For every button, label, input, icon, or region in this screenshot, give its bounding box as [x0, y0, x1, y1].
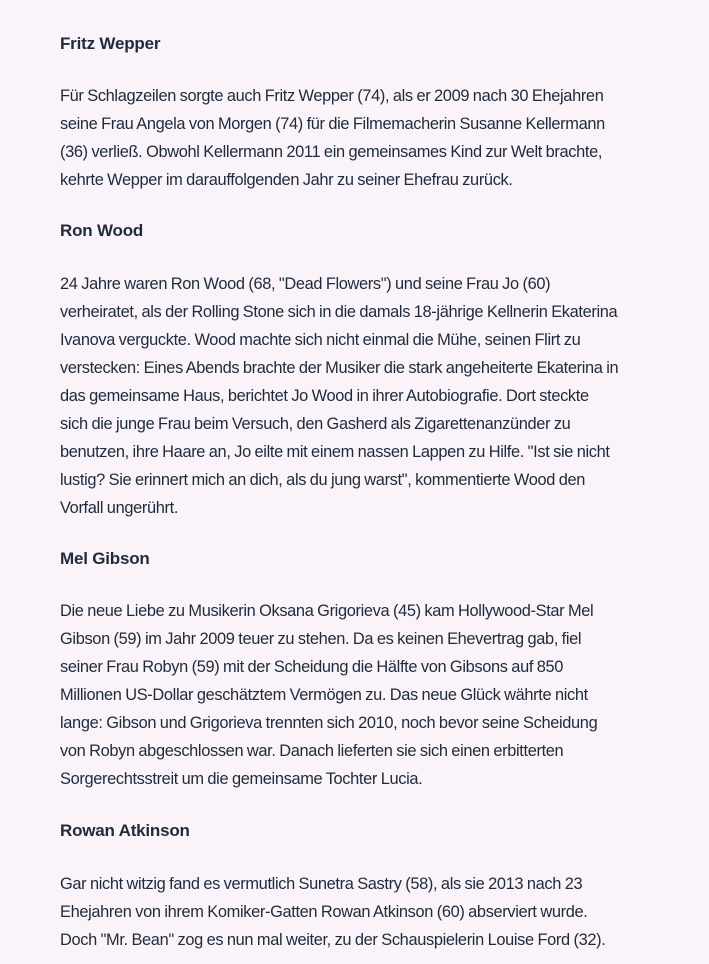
section-body-ron-wood [60, 270, 618, 522]
text-line: Die neue Liebe zu Musikerin Oksana Grigorieva (45) kam Hollywood-Star Mel [60, 602, 594, 620]
text-line: verstecken: Eines Abends brachte der Musiker die stark angeheiterte Ekaterina in [60, 359, 619, 377]
section-body-mel-gibson [60, 597, 597, 793]
text-line: Für Schlagzeilen sorgte auch Fritz Wepper (74), als er 2009 nach 30 Ehejahren [60, 87, 604, 105]
text-line: benutzen, ihre Haare an, Jo eilte mit einem nassen Lappen zu Hilfe. "Ist sie nicht [60, 443, 610, 461]
text-line: das gemeinsame Haus, berichtet Jo Wood in ihrer Autobiografie. Dort steckte [60, 387, 589, 405]
section-title-mel-gibson: Mel Gibson [60, 549, 150, 568]
text-line: Ivanova verguckte. Wood machte sich nicht einmal die Mühe, seinen Flirt zu [60, 331, 581, 349]
text-line: lange: Gibson und Grigorieva trennten sich 2010, noch bevor seine Scheidung [60, 714, 598, 732]
text-line: Millionen US-Dollar geschätztem Vermögen zu. Das neue Glück währte nicht [60, 686, 588, 704]
text-line: lustig? Sie erinnert mich an dich, als du jung warst", kommentierte Wood den [60, 471, 586, 489]
text-line: verheiratet, als der Rolling Stone sich in die damals 18-jährige Kellnerin Ekaterina [60, 303, 618, 321]
text-line: 24 Jahre waren Ron Wood (68, "Dead Flowers") und seine Frau Jo (60) [60, 275, 551, 293]
text-line: (36) verließ. Obwohl Kellermann 2011 ein gemeinsames Kind zur Welt brachte, [60, 143, 603, 161]
section-body-rowan-atkinson [60, 870, 605, 954]
text-line: Gibson (59) im Jahr 2009 teuer zu stehen. Da es keinen Ehevertrag gab, fiel [60, 630, 582, 648]
text-line: seiner Frau Robyn (59) mit der Scheidung die Hälfte von Gibsons auf 850 [60, 658, 564, 676]
section-body-fritz-wepper [60, 82, 605, 194]
text-line: sich die junge Frau beim Versuch, den Gasherd als Zigarettenanzünder zu [60, 415, 571, 433]
text-line: Vorfall ungerührt. [60, 499, 179, 517]
text-line: Ehejahren von ihrem Komiker-Gatten Rowan Atkinson (60) abserviert wurde. [60, 903, 588, 921]
text-line: Doch "Mr. Bean" zog es nun mal weiter, zu der Schauspielerin Louise Ford (32). [60, 931, 606, 949]
section-title-fritz-wepper: Fritz Wepper [60, 34, 161, 53]
text-line: kehrte Wepper im darauffolgenden Jahr zu seiner Ehefrau zurück. [60, 171, 513, 189]
section-title-rowan-atkinson: Rowan Atkinson [60, 821, 190, 840]
text-line: Sorgerechtsstreit um die gemeinsame Tochter Lucia. [60, 770, 423, 788]
text-line: von Robyn abgeschlossen war. Danach lieferten sie sich einen erbitterten [60, 742, 564, 760]
section-title-ron-wood: Ron Wood [60, 221, 144, 240]
text-line: Gar nicht witzig fand es vermutlich Sunetra Sastry (58), als sie 2013 nach 23 [60, 875, 583, 893]
text-line: seine Frau Angela von Morgen (74) für die Filmemacherin Susanne Kellermann [60, 115, 605, 133]
